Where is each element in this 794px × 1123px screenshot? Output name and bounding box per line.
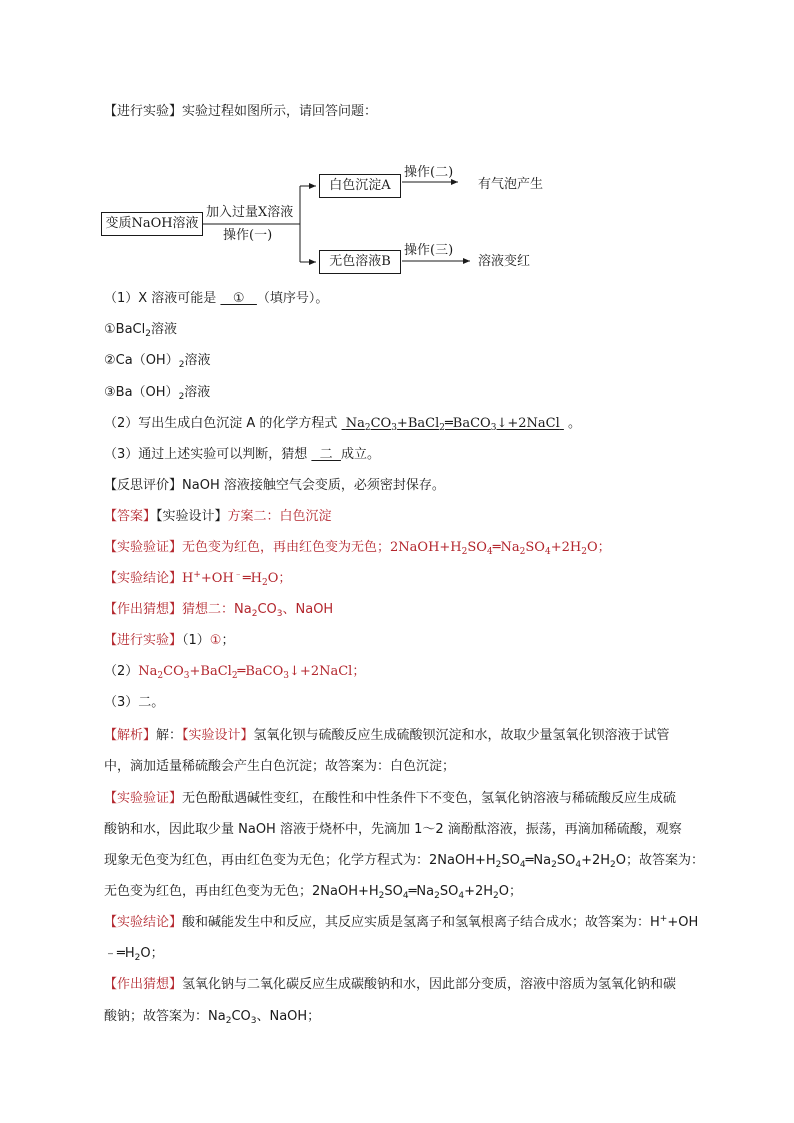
analysis-line-1: 【解析】解：【实验设计】氢氧化钡与硫酸反应生成硫酸钡沉淀和水，故取少量氢氧化钡溶液于试管 [104,728,670,743]
analysis-line-2: 中，滴加适量稀硫酸会产生白色沉淀；故答案为：白色沉淀； [104,759,456,774]
operation-three-label: 操作(三) [404,243,454,258]
answer-experiment-3: （3）二。 [104,695,165,710]
answer-blank-3: 二 [311,447,341,462]
answer-conclusion: 【实验结论】$H^++OH^﹣═H_2O$； [104,570,292,588]
answer-experiment-2: $(2)Na_2CO_3+BaCl_2═BaCO_3↓+2NaCl$； [104,664,366,681]
analysis-line-4: 酸钠和水，因此取少量 NaOH 溶液于烧杯中，先滴加 1～2 滴酚酞溶液，振荡，再滴加稀硫酸，观察 [104,822,682,837]
analysis-line-6: 无色变为红色，再由红色变为无色；$2NaOH+H_2SO_4═Na_2SO_4+2H_2O$； [104,884,522,901]
result-red: 溶液变红 [478,254,531,269]
result-bubbles: 有气泡产生 [478,177,544,192]
analysis-line-8: $﹣═H_2O$； [104,946,164,963]
operation-one-label: 操作(一) [223,228,273,243]
analysis-line-7: 【实验结论】酸和碱能发生中和反应，其反应实质是氢离子和氢氧根离子结合成水；故答案为：H++OH [104,914,699,930]
analysis-line-3: 【实验验证】无色酚酞遇碱性变红，在酸性和中性条件下不变色，氢氧化钠溶液与稀硫酸反应生成硫 [104,791,677,806]
reflection: 【反思评价】NaOH 溶液接触空气会变质，必须密封保存。 [104,478,445,493]
question-3: （3）通过上述实验可以判断，猜想 二 成立。 [104,447,380,462]
answer-blank-2: $Na_2CO_3+BaCl_2═BaCO_3↓+2NaCl$ [345,416,560,433]
operation-two-label: 操作(二) [404,165,454,180]
question-1: （1）X 溶液可能是 ① （填序号）。 [104,291,329,306]
option-3: $③Ba(OH)_2$溶液 [104,385,211,402]
box-precipitate-a: 白色沉淀A [319,174,401,198]
analysis-line-9: 【作出猜想】氢氧化钠与二氧化碳反应生成碳酸钠和水，因此部分变质，溶液中溶质为氢氧化钠和碳 [104,977,677,992]
answer-verification: 【实验验证】无色变为红色，再由红色变为无色；$2NaOH+H_2SO_4═Na_2SO_4+2H_2O$； [104,540,611,557]
answer-design: 【答案】【实验设计】方案二：白色沉淀 [104,509,332,524]
reagent-label: 加入过量X溶液 [206,205,294,220]
option-1: ①BaCl$_2$溶液 [104,322,177,339]
answer-blank-1: ① [220,291,257,306]
box-solution-b: 无色溶液B [319,250,401,274]
option-2: $②Ca(OH)_2$溶液 [104,353,211,370]
question-2: （2）写出生成白色沉淀 A 的化学方程式 $Na_2CO_3+BaCl_2═BaCO_3↓+2NaCl$ 。 [104,416,582,433]
answer-experiment-1: 【进行实验】（1）①； [104,633,235,648]
analysis-line-5: 现象无色变为红色，再由红色变为无色；化学方程式为：$2NaOH+H_2SO_4═Na_2SO_4+2H_2O$；故答案为： [104,853,704,870]
answer-hypothesis: 【作出猜想】猜想二：$Na_2CO_3$、NaOH [104,602,334,619]
analysis-line-10: 酸钠；故答案为：$Na_2CO_3$、NaOH； [104,1009,321,1026]
start-box: 变质NaOH溶液 [101,212,203,236]
section-heading-experiment: 【进行实验】实验过程如图所示，请回答问题： [104,104,378,119]
